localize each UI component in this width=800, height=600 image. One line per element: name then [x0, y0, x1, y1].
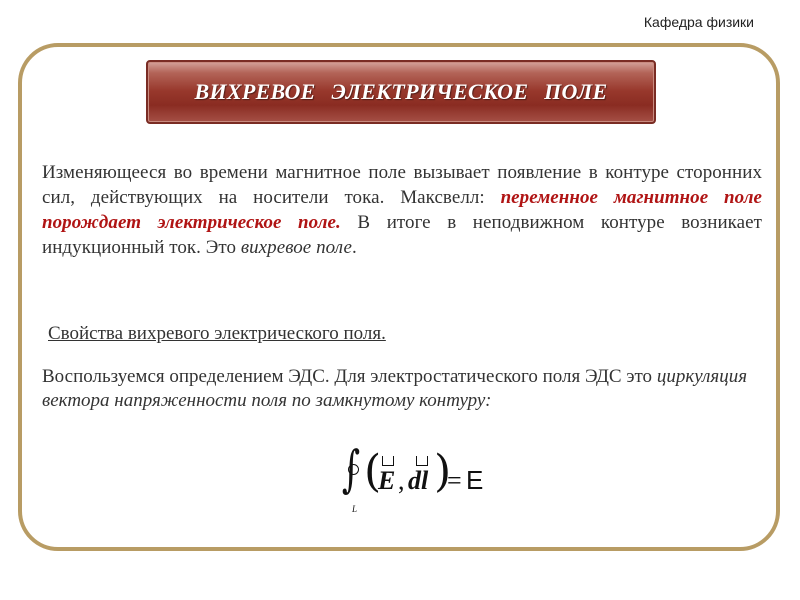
contour-label: L: [352, 504, 358, 514]
slide-title: ВИХРЕВОЕ ЭЛЕКТРИЧЕСКОЕ ПОЛЕ: [194, 79, 608, 104]
length-element-symbol: dl: [408, 466, 429, 495]
emf-text-start: Воспользуемся определением ЭДС. Для электростатического поля ЭДС это: [42, 366, 657, 387]
vector-mark-e: [382, 456, 394, 466]
close-paren: ): [434, 446, 452, 497]
vortex-field-term: вихревое поле: [240, 237, 352, 258]
properties-heading: Свойства вихревого электрического поля.: [48, 323, 386, 344]
field-vector-symbol: E: [378, 466, 396, 495]
slide-title-banner: [146, 60, 656, 124]
formula-comma: ,: [398, 466, 405, 495]
intro-paragraph: [42, 160, 762, 260]
circulation-definition: циркуляция вектора напряженности поля по замкнутому контуру:: [42, 366, 748, 411]
equals-sign: =: [447, 466, 462, 495]
department-label: Кафедра физики: [643, 14, 754, 30]
closed-contour-circle: [348, 464, 359, 475]
emf-symbol: E: [466, 465, 484, 495]
intro-text-start: Изменяющееся во времени магнитное поле вызывает появление в контуре сторонних сил, действующих на носители тока. Максвелл:: [42, 162, 762, 208]
circulation-formula: [336, 440, 486, 520]
intro-text-middle: В итоге в неподвижном контуре возникает индукционный ток. Это: [42, 212, 762, 258]
open-paren: (: [364, 446, 382, 497]
intro-text-end: .: [352, 237, 357, 258]
emf-paragraph: [42, 365, 762, 413]
contour-integral-sign: ∫: [341, 440, 361, 498]
maxwell-statement: переменное магнитное поле порождает электрическое поле.: [42, 187, 762, 233]
vector-mark-dl: [416, 456, 428, 466]
